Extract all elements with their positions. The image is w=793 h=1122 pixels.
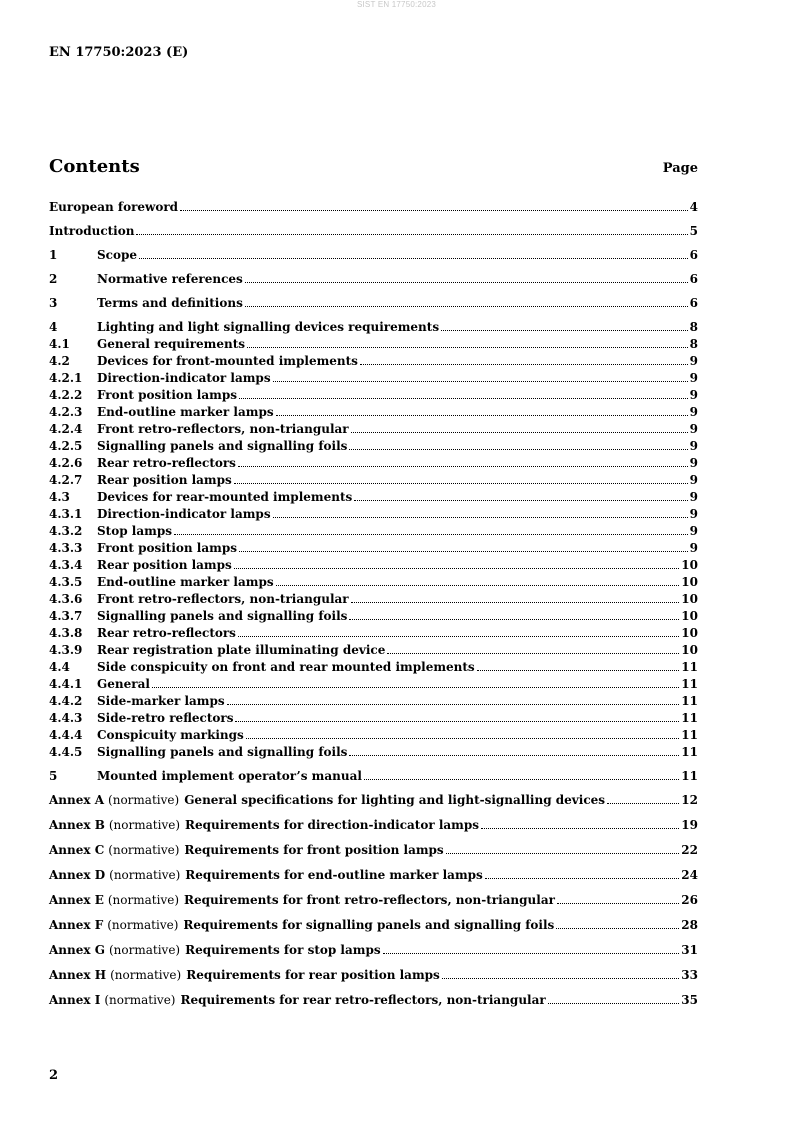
toc-entry[interactable] <box>49 271 698 288</box>
dot-leader <box>446 852 680 854</box>
toc-entry-number: 4 <box>49 320 58 334</box>
annex-title: General specifications for lighting and light-signalling devices <box>184 793 606 807</box>
toc-entry[interactable] <box>49 404 698 421</box>
toc-entry[interactable] <box>49 438 698 455</box>
dot-leader <box>481 827 679 829</box>
annex-type: (normative) <box>104 993 176 1007</box>
toc-entry[interactable] <box>49 710 698 727</box>
dot-leader <box>364 778 679 780</box>
toc-entry-number: 4.3.1 <box>49 507 83 521</box>
toc-entry[interactable] <box>49 472 698 489</box>
toc-entry[interactable] <box>49 693 698 710</box>
annex-label: Annex E <box>49 893 104 907</box>
toc-entry[interactable] <box>49 744 698 761</box>
toc-entry-title: Introduction <box>49 224 135 238</box>
toc-entry-page: 11 <box>681 769 698 783</box>
page-column-heading: Page <box>662 161 698 176</box>
toc-entry-title: Devices for front-mounted implements <box>97 354 358 368</box>
toc-entry[interactable] <box>49 370 698 387</box>
toc-entry[interactable] <box>49 608 698 625</box>
toc-entry-page: 9 <box>689 507 698 521</box>
dot-leader <box>485 877 680 879</box>
toc-entry[interactable] <box>49 455 698 472</box>
annex-label: Annex G <box>49 943 105 957</box>
annex-entry[interactable] <box>49 992 698 1009</box>
toc-entry-title: Direction-indicator lamps <box>97 507 271 521</box>
annex-page: 19 <box>681 818 698 832</box>
dot-leader <box>548 1002 680 1004</box>
annex-label: Annex D <box>49 868 106 882</box>
toc-entry-number: 5 <box>49 769 58 783</box>
toc-entry-number: 4.2.3 <box>49 405 83 419</box>
toc-entry-page: 11 <box>681 660 698 674</box>
annex-label: Annex H <box>49 968 107 982</box>
annex-page: 26 <box>681 893 698 907</box>
toc-entry-title: Side conspicuity on front and rear mounted implements <box>97 660 475 674</box>
annex-type: (normative) <box>107 918 179 932</box>
toc-entry-title: Rear retro-reflectors <box>97 456 236 470</box>
toc-entry-number: 4.4.3 <box>49 711 83 725</box>
annex-title: Requirements for end-outline marker lamps <box>185 868 483 882</box>
toc-entry[interactable] <box>49 557 698 574</box>
toc-entry-page: 9 <box>689 354 698 368</box>
annex-page: 12 <box>681 793 698 807</box>
dot-leader <box>180 209 688 211</box>
toc-entry-title: Devices for rear-mounted implements <box>97 490 353 504</box>
annex-entry[interactable] <box>49 867 698 884</box>
toc-entry-page: 11 <box>681 677 698 691</box>
dot-leader <box>441 329 688 331</box>
toc-entry[interactable] <box>49 591 698 608</box>
dot-leader <box>273 516 688 518</box>
toc-entry[interactable] <box>49 387 698 404</box>
dot-leader <box>276 584 680 586</box>
toc-entry-title: Conspicuity markings <box>97 728 244 742</box>
dot-leader <box>442 977 680 979</box>
toc-entry-number: 4.3 <box>49 490 70 504</box>
toc-entry-number: 4.2 <box>49 354 70 368</box>
annex-label: Annex C <box>49 843 105 857</box>
annex-label: Annex A <box>49 793 105 807</box>
dot-leader <box>238 635 679 637</box>
toc-entry-number: 4.4.4 <box>49 728 83 742</box>
toc-entry-page: 4 <box>689 200 698 214</box>
annex-type: (normative) <box>108 818 181 832</box>
annex-entry[interactable] <box>49 792 698 809</box>
dot-leader <box>234 567 680 569</box>
dot-leader <box>136 233 687 235</box>
toc-entry-title: Rear retro-reflectors <box>97 626 236 640</box>
dot-leader <box>349 618 679 620</box>
toc-entry-page: 9 <box>689 524 698 538</box>
dot-leader <box>238 465 688 467</box>
annex-title: Requirements for direction-indicator lamps <box>185 818 480 832</box>
annex-type: (normative) <box>109 868 181 882</box>
toc-entry[interactable] <box>49 676 698 693</box>
toc-entry[interactable] <box>49 506 698 523</box>
toc-entry-title: General requirements <box>97 337 246 351</box>
dot-leader <box>239 397 688 399</box>
annex-type: (normative) <box>110 968 182 982</box>
annex-entry[interactable] <box>49 942 698 959</box>
dot-leader <box>349 448 687 450</box>
toc-entry-page: 11 <box>681 711 698 725</box>
toc-entry-number: 4.3.9 <box>49 643 83 657</box>
toc-entry-page: 8 <box>689 337 698 351</box>
annex-entry[interactable] <box>49 817 698 834</box>
toc-entry-number: 4.2.2 <box>49 388 83 402</box>
toc-entry-number: 4.3.2 <box>49 524 83 538</box>
toc-entry-page: 9 <box>689 456 698 470</box>
toc-entry-page: 10 <box>681 626 698 640</box>
toc-entry-title: Normative references <box>97 272 243 286</box>
dot-leader <box>174 533 688 535</box>
toc-entry-page: 11 <box>681 728 698 742</box>
toc-entry-page: 8 <box>689 320 698 334</box>
toc-entry-title: Front position lamps <box>97 541 237 555</box>
toc-entry-number: 4.3.8 <box>49 626 83 640</box>
annex-page: 24 <box>681 868 698 882</box>
toc-entry-number: 4.2.5 <box>49 439 83 453</box>
toc-entry-page: 11 <box>681 694 698 708</box>
toc-entry-page: 9 <box>689 473 698 487</box>
dot-leader <box>556 927 679 929</box>
annex-entry[interactable] <box>49 842 698 859</box>
annex-entry[interactable] <box>49 917 698 934</box>
toc-entry-title: Rear position lamps <box>97 473 232 487</box>
toc-entry-page: 11 <box>681 745 698 759</box>
toc-entry-number: 4.4.5 <box>49 745 83 759</box>
toc-entry-title: Signalling panels and signalling foils <box>97 439 348 453</box>
toc-entry-page: 5 <box>689 224 698 238</box>
toc-entry-page: 10 <box>681 558 698 572</box>
toc-entry-title: Rear position lamps <box>97 558 232 572</box>
toc-entry-title: Mounted implement operator’s manual <box>97 769 362 783</box>
toc-entry-number: 4.4.2 <box>49 694 83 708</box>
annex-label: Annex F <box>49 918 104 932</box>
toc-entry[interactable] <box>49 353 698 370</box>
toc-entry-title: Terms and definitions <box>97 296 243 310</box>
toc-entry[interactable] <box>49 199 698 216</box>
annex-title: Requirements for front retro-reflectors, non-triangular <box>184 893 555 907</box>
annex-page: 35 <box>681 993 698 1007</box>
dot-leader <box>273 380 688 382</box>
dot-leader <box>247 346 688 348</box>
toc-entry-number: 4.3.7 <box>49 609 83 623</box>
annex-title: Requirements for rear retro-reflectors, non-triangular <box>180 993 546 1007</box>
toc-entry-title: Side-marker lamps <box>97 694 225 708</box>
dot-leader <box>245 305 688 307</box>
toc-entry[interactable] <box>49 319 698 336</box>
document-id: EN 17750:2023 (E) <box>49 45 189 60</box>
toc-entry-page: 6 <box>689 272 698 286</box>
toc-entry-title: Rear registration plate illuminating device <box>97 643 386 657</box>
toc-entry-page: 9 <box>689 490 698 504</box>
dot-leader <box>245 281 688 283</box>
toc-entry-number: 4.3.5 <box>49 575 83 589</box>
toc-entry[interactable] <box>49 247 698 264</box>
annex-label: Annex I <box>49 993 101 1007</box>
toc-entry-title: Side-retro reflectors <box>97 711 234 725</box>
toc-entry-title: Signalling panels and signalling foils <box>97 609 348 623</box>
toc-entry[interactable] <box>49 295 698 312</box>
toc-entry-title: Front retro-reflectors, non-triangular <box>97 422 349 436</box>
toc-entry-number: 1 <box>49 248 58 262</box>
watermark: SIST EN 17750:2023 <box>356 0 437 9</box>
toc-entry[interactable] <box>49 642 698 659</box>
toc-entry[interactable] <box>49 336 698 353</box>
toc-entry[interactable] <box>49 489 698 506</box>
toc-entry-number: 2 <box>49 272 58 286</box>
toc-entry-number: 3 <box>49 296 58 310</box>
page-number: 2 <box>49 1068 59 1083</box>
toc-entry-title: Signalling panels and signalling foils <box>97 745 348 759</box>
toc-entry-title: Lighting and light signalling devices requirements <box>97 320 440 334</box>
toc-entry-title: End-outline marker lamps <box>97 575 274 589</box>
toc-entry-title: Front position lamps <box>97 388 237 402</box>
dot-leader <box>234 482 688 484</box>
annex-page: 31 <box>681 943 698 957</box>
dot-leader <box>387 652 679 654</box>
annex-type: (normative) <box>108 843 180 857</box>
dot-leader <box>239 550 688 552</box>
annex-title: Requirements for front position lamps <box>184 843 444 857</box>
toc-entry-page: 6 <box>689 296 698 310</box>
dot-leader <box>227 703 680 705</box>
annex-title: Requirements for stop lamps <box>185 943 381 957</box>
dot-leader <box>246 737 679 739</box>
annex-label: Annex B <box>49 818 105 832</box>
annex-page: 28 <box>681 918 698 932</box>
annex-entry[interactable] <box>49 892 698 909</box>
dot-leader <box>354 499 687 501</box>
annex-entry[interactable] <box>49 967 698 984</box>
toc-entry-title: Front retro-reflectors, non-triangular <box>97 592 349 606</box>
toc-entry[interactable] <box>49 574 698 591</box>
toc-entry-page: 9 <box>689 405 698 419</box>
dot-leader <box>383 952 680 954</box>
toc-entry-number: 4.3.3 <box>49 541 83 555</box>
dot-leader <box>360 363 688 365</box>
annex-type: (normative) <box>107 893 180 907</box>
dot-leader <box>349 754 679 756</box>
annex-page: 22 <box>681 843 698 857</box>
toc-entry-page: 9 <box>689 371 698 385</box>
annex-page: 33 <box>681 968 698 982</box>
annex-title: Requirements for rear position lamps <box>186 968 440 982</box>
table-of-contents <box>49 199 698 1009</box>
toc-entry-number: 4.4.1 <box>49 677 83 691</box>
toc-entry-page: 10 <box>681 609 698 623</box>
dot-leader <box>477 669 680 671</box>
toc-entry-title: Direction-indicator lamps <box>97 371 271 385</box>
toc-entry-number: 4.3.4 <box>49 558 83 572</box>
dot-leader <box>152 686 679 688</box>
toc-entry-title: General <box>97 677 150 691</box>
toc-entry-number: 4.2.6 <box>49 456 83 470</box>
dot-leader <box>235 720 679 722</box>
dot-leader <box>607 802 679 804</box>
toc-entry-page: 9 <box>689 422 698 436</box>
toc-entry-page: 6 <box>689 248 698 262</box>
toc-entry-page: 9 <box>689 439 698 453</box>
dot-leader <box>557 902 679 904</box>
toc-entry-number: 4.2.1 <box>49 371 83 385</box>
annex-title: Requirements for signalling panels and signalling foils <box>183 918 555 932</box>
toc-entry[interactable] <box>49 523 698 540</box>
dot-leader <box>351 601 680 603</box>
toc-entry-page: 10 <box>681 643 698 657</box>
toc-entry-page: 10 <box>681 592 698 606</box>
toc-entry[interactable] <box>49 421 698 438</box>
toc-entry-number: 4.1 <box>49 337 70 351</box>
toc-entry-title: Stop lamps <box>97 524 172 538</box>
dot-leader <box>351 431 688 433</box>
dot-leader <box>276 414 688 416</box>
toc-entry[interactable] <box>49 768 698 785</box>
toc-entry[interactable] <box>49 625 698 642</box>
toc-entry-number: 4.4 <box>49 660 70 674</box>
toc-entry-number: 4.2.7 <box>49 473 83 487</box>
toc-entry-title: Scope <box>97 248 138 262</box>
toc-entry[interactable] <box>49 727 698 744</box>
toc-entry-title: European foreword <box>49 200 179 214</box>
annex-type: (normative) <box>108 943 181 957</box>
toc-entry[interactable] <box>49 659 698 676</box>
toc-entry-page: 9 <box>689 541 698 555</box>
toc-entry-page: 10 <box>681 575 698 589</box>
contents-title: Contents <box>49 156 140 177</box>
annex-type: (normative) <box>108 793 180 807</box>
toc-entry-number: 4.2.4 <box>49 422 83 436</box>
toc-entry-title: End-outline marker lamps <box>97 405 274 419</box>
toc-entry-page: 9 <box>689 388 698 402</box>
dot-leader <box>139 257 688 259</box>
toc-entry[interactable] <box>49 540 698 557</box>
toc-entry[interactable] <box>49 223 698 240</box>
toc-entry-number: 4.3.6 <box>49 592 83 606</box>
